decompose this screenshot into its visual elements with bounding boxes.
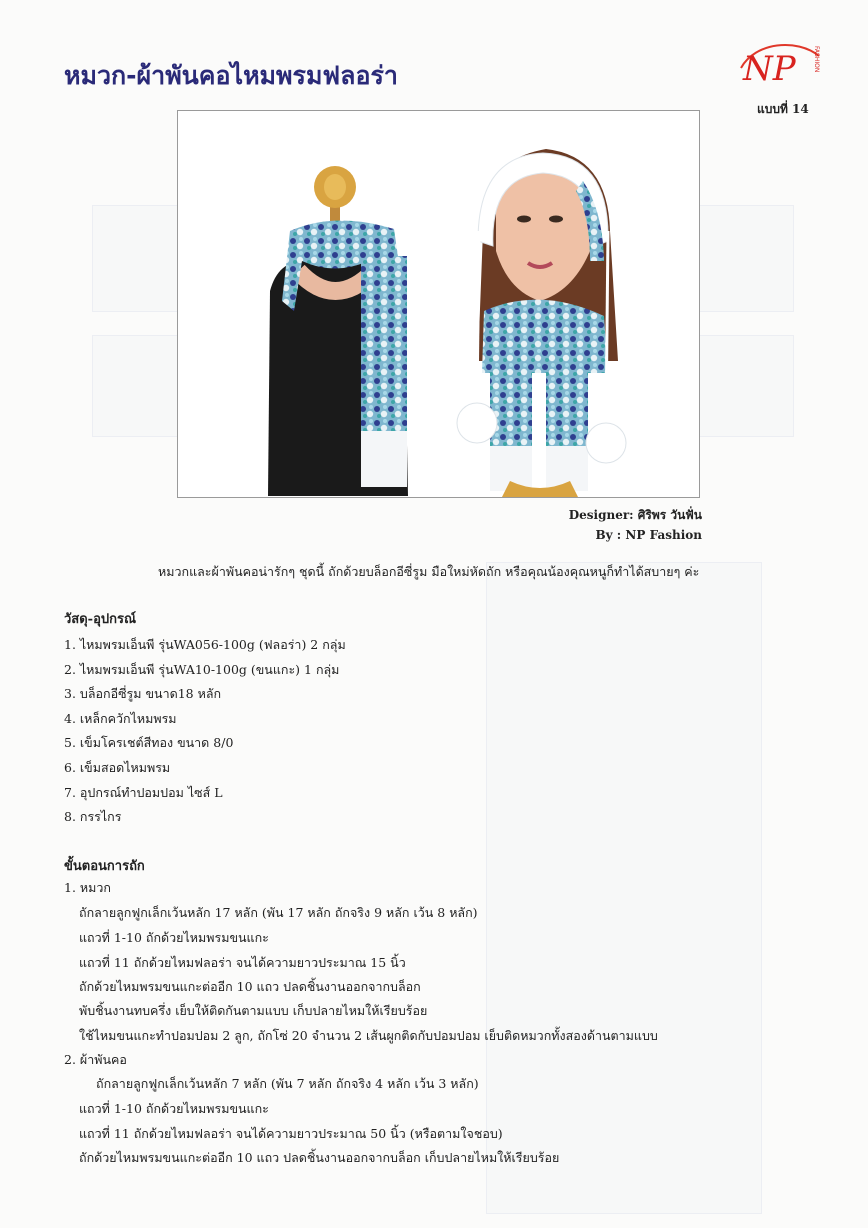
mannequin-scarf — [268, 166, 408, 496]
scarf-step: ถักลายลูกฟูกเล็กเว้นหลัก 7 หลัก (พัน 7 หลัก ถักจริง 4 หลัก เว้น 3 หลัก) — [96, 1076, 479, 1091]
hat-step: ใช้ไหมขนแกะทำปอมปอม 2 ลูก, ถักโซ่ 20 จำนวน 2 เส้นผูกติดกับปอมปอม เย็บติดหมวกทั้งสองด้านตามแบบ — [79, 1028, 658, 1043]
designer-credit: Designer: ศิริพร วันฟั่น — [568, 508, 702, 522]
np-fashion-logo — [735, 38, 827, 88]
product-photo — [177, 110, 700, 498]
hat-step: ถักลายลูกฟูกเล็กเว้นหลัก 17 หลัก (พัน 17 หลัก ถักจริง 9 หลัก เว้น 8 หลัก) — [79, 905, 478, 920]
scarf-step: ถักด้วยไหมพรมขนแกะต่ออีก 10 แถว ปลดชิ้นงานออกจากบล็อก เก็บปลายไหมให้เรียบร้อย — [79, 1150, 560, 1165]
intro-text: หมวกและผ้าพันคอน่ารักๆ ชุดนี้ ถักด้วยบล็อกอีซี่รูม มือใหม่หัดถัก หรือคุณน้องคุณหนูก็ทำได้สบายๆ ค่ะ — [158, 564, 700, 579]
list-item: 4. เหล็กควักไหมพรม — [64, 710, 177, 726]
list-item: 5. เข็มโครเชต์สีทอง ขนาด 8/0 — [64, 735, 234, 751]
list-item: 1. ไหมพรมเอ็นพี รุ่นWA056-100g (ฟลอร่า) 2 กลุ่ม — [64, 637, 346, 652]
scarf-label: 2. ผ้าพันคอ — [64, 1052, 127, 1067]
list-item: 3. บล็อกอีซี่รูม ขนาด18 หลัก — [64, 686, 222, 702]
steps-heading: ขั้นตอนการถัก — [64, 859, 145, 874]
pattern-number: แบบที่ 14 — [757, 102, 809, 116]
hat-step: แถวที่ 1-10 ถักด้วยไหมพรมขนแกะ — [79, 930, 269, 945]
list-item: 8. กรรไกร — [64, 809, 122, 825]
list-item: 7. อุปกรณ์ทำปอมปอม ไซส์ L — [64, 784, 223, 800]
hat-label: 1. หมวก — [64, 880, 111, 895]
page-title: หมวก-ผ้าพันคอไหมพรมฟลอร่า — [64, 61, 398, 90]
hat-step: แถวที่ 11 ถักด้วยไหมฟลอร่า จนได้ความยาวประมาณ 15 นิ้ว — [79, 955, 406, 970]
materials-heading: วัสดุ-อุปกรณ์ — [64, 612, 137, 627]
svg-text:NP: NP — [743, 49, 796, 88]
hat-step: พับชิ้นงานทบครึ่ง เย็บให้ติดกันตามแบบ เก็บปลายไหมให้เรียบร้อย — [79, 1003, 428, 1018]
mannequin-hood — [457, 149, 626, 497]
hat-step: ถักด้วยไหมพรมขนแกะต่ออีก 10 แถว ปลดชิ้นงานออกจากบล็อก — [79, 979, 421, 994]
background-panel-right — [486, 562, 762, 1214]
svg-text:FASHION: FASHION — [813, 46, 820, 73]
brand-credit: By : NP Fashion — [595, 528, 702, 542]
list-item: 2. ไหมพรมเอ็นพี รุ่นWA10-100g (ขนแกะ) 1 กลุ่ม — [64, 661, 340, 677]
scarf-step: แถวที่ 1-10 ถักด้วยไหมพรมขนแกะ — [79, 1101, 269, 1116]
scarf-step: แถวที่ 11 ถักด้วยไหมฟลอร่า จนได้ความยาวประมาณ 50 นิ้ว (หรือตามใจชอบ) — [79, 1126, 503, 1141]
materials-list — [64, 633, 346, 830]
list-item: 6. เข็มสอดไหมพรม — [64, 759, 171, 775]
